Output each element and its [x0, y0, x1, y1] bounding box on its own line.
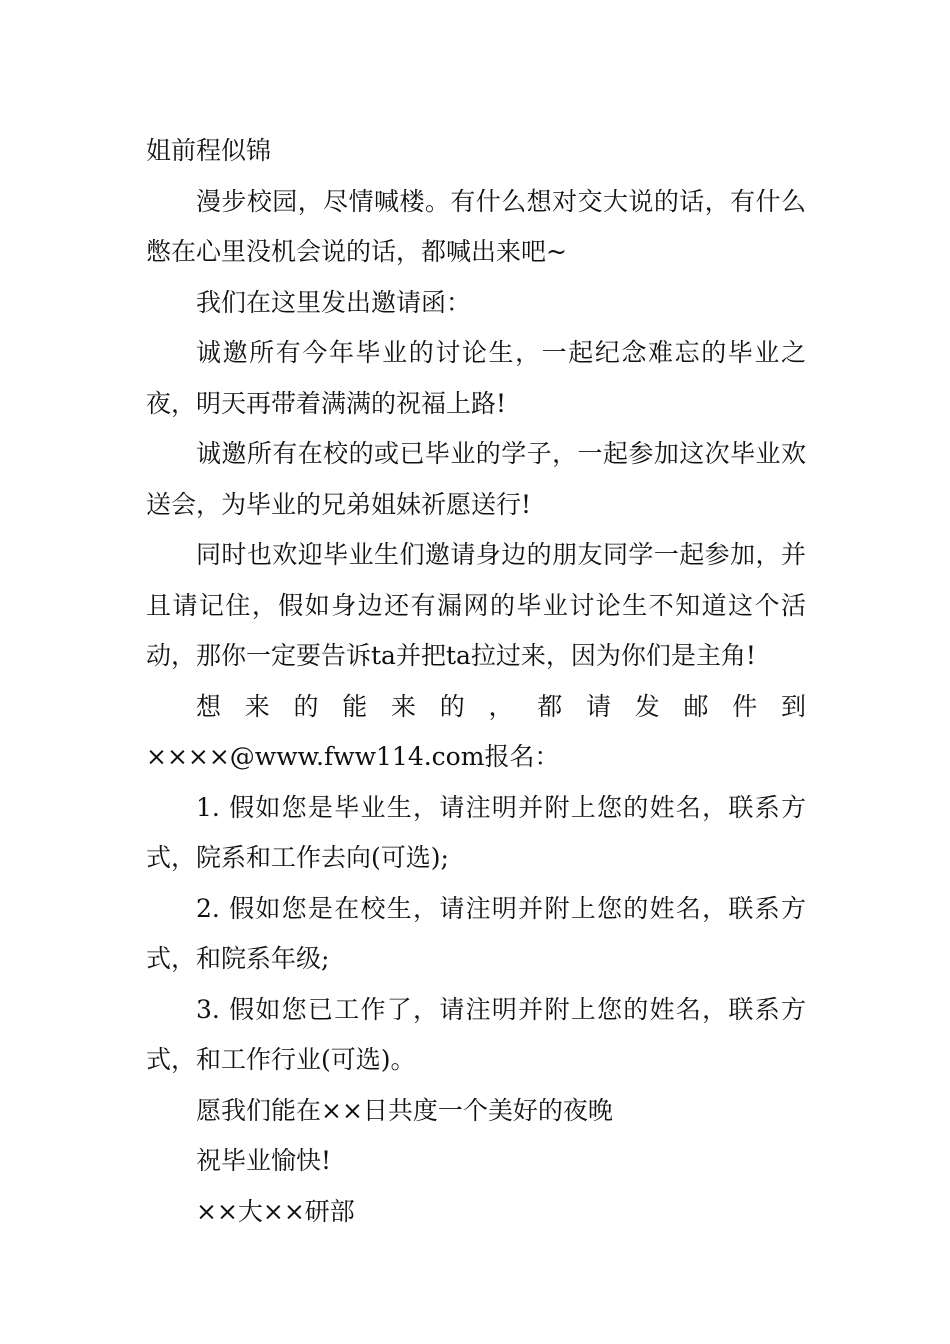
paragraph-continuation: 姐前程似锦	[146, 136, 272, 165]
paragraph-signature: ××大××研部	[196, 1196, 355, 1226]
paragraph-email-address: ××××@www.fww114.com报名：	[146, 742, 560, 771]
document-body	[146, 126, 806, 1237]
paragraph-invitation-heading: 我们在这里发出邀请函：	[196, 287, 472, 317]
paragraph-closing: 祝毕业愉快!	[196, 1146, 332, 1175]
list-item-employed: 3. 假如您已工作了，请注明并附上您的姓名，联系方式，和工作行业(可选)。	[146, 994, 806, 1074]
list-item-graduate: 1. 假如您是毕业生，请注明并附上您的姓名，联系方式，院系和工作去向(可选);	[146, 792, 806, 872]
paragraph-wish: 愿我们能在××日共度一个美好的夜晚	[196, 1095, 613, 1125]
paragraph-email-instruction: 想 来 的 能 来 的 ， 都 请 发 邮 件 到	[196, 691, 806, 721]
paragraph-invite-students: 诚邀所有在校的或已毕业的学子，一起参加这次毕业欢送会，为毕业的兄弟姐妹祈愿送行!	[146, 439, 806, 519]
paragraph-intro: 漫步校园，尽情喊楼。有什么想对交大说的话，有什么憋在心里没机会说的话，都喊出来吧~	[146, 186, 806, 266]
paragraph-invite-friends: 同时也欢迎毕业生们邀请身边的朋友同学一起参加，并且请记住，假如身边还有漏网的毕业讨论生不知道这个活动，那你一定要告诉ta并把ta拉过来，因为你们是主角!	[146, 540, 806, 670]
paragraph-invite-graduates: 诚邀所有今年毕业的讨论生，一起纪念难忘的毕业之夜，明天再带着满满的祝福上路!	[146, 338, 806, 418]
list-item-current-student: 2. 假如您是在校生，请注明并附上您的姓名，联系方式，和院系年级;	[146, 893, 806, 973]
